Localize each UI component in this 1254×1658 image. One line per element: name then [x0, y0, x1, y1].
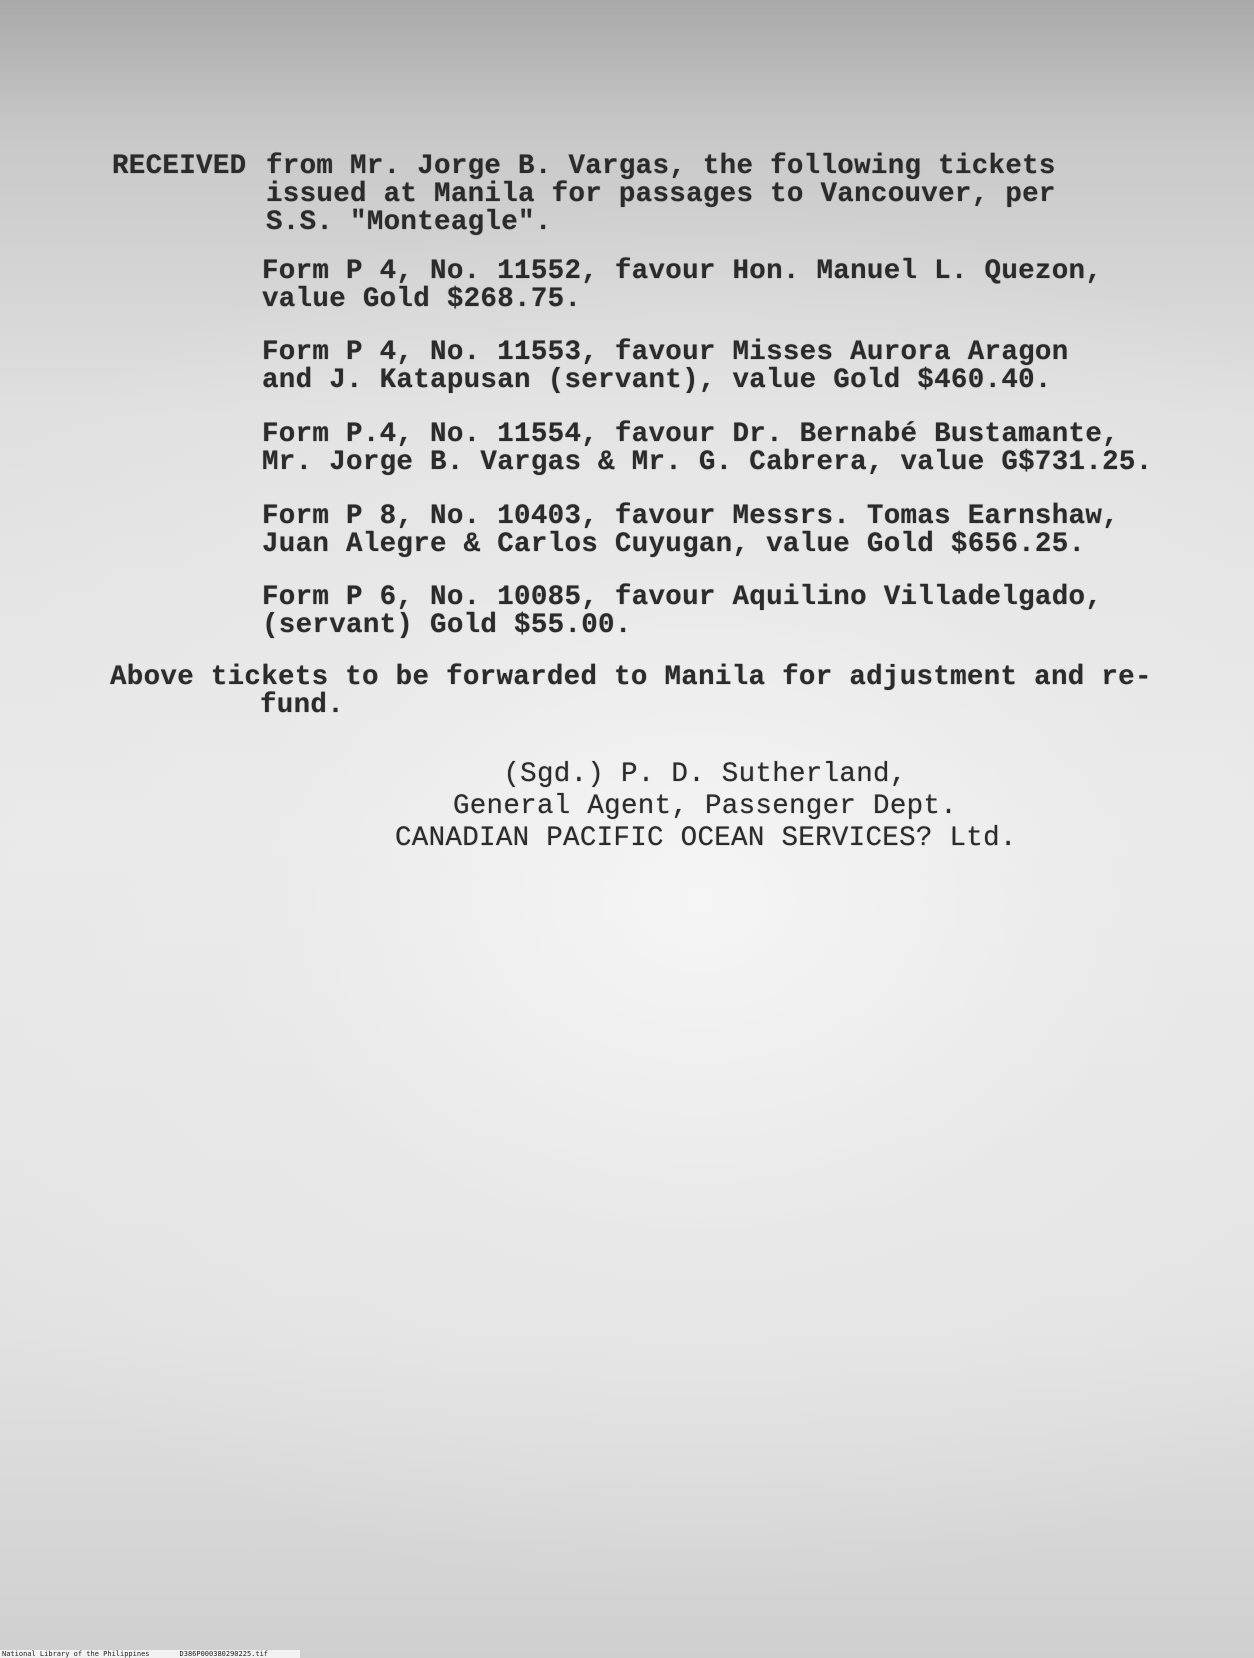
text-line: Form P 4, No. 11553, favour Misses Aurora Aragon [262, 337, 1069, 368]
library-name: National Library of the Philippines [2, 1650, 150, 1658]
signature-name: (Sgd.) P. D. Sutherland, [503, 759, 907, 790]
ticket-entry [262, 584, 1102, 640]
text-line: S.S. "Monteagle". [266, 207, 552, 238]
text-line: Mr. Jorge B. Vargas & Mr. G. Cabrera, value G$731.25. [262, 447, 1153, 478]
ticket-entry [262, 339, 1069, 395]
text-line: issued at Manila for passages to Vancouver, per [266, 179, 1056, 210]
scan-footer [0, 1650, 300, 1658]
text-line: Form P.4, No. 11554, favour Dr. Bernabé Bustamante, [262, 419, 1119, 450]
text-line: fund. [260, 690, 345, 721]
ticket-entry [262, 258, 1102, 314]
text-line: and J. Katapusan (servant), value Gold $460.40. [262, 365, 1052, 396]
text-line: Form P 4, No. 11552, favour Hon. Manuel L. Quezon, [262, 256, 1103, 287]
text-line: from Mr. Jorge B. Vargas, the following tickets [266, 151, 1056, 182]
text-line: Juan Alegre & Carlos Cuyugan, value Gold $656.25. [262, 529, 1086, 560]
text-line: Form P 6, No. 10085, favour Aquilino Villadelgado, [262, 582, 1103, 613]
signature-company: CANADIAN PACIFIC OCEAN SERVICES? Ltd. [395, 823, 1017, 854]
ticket-entry [262, 421, 1153, 477]
signature-block [395, 759, 1015, 855]
received-lead: RECEIVED [112, 151, 247, 182]
text-line: Above tickets to be forwarded to Manila for adjustment and re- [110, 662, 1152, 693]
signature-title: General Agent, Passenger Dept. [452, 791, 958, 822]
text-line: (servant) Gold $55.00. [262, 610, 632, 641]
closing-paragraph [110, 664, 1152, 720]
text-line: value Gold $268.75. [262, 284, 582, 315]
text-line: Form P 8, No. 10403, favour Messrs. Tomas Earnshaw, [262, 501, 1119, 532]
file-id: D386P000380290225.tif [179, 1650, 269, 1658]
received-paragraph [266, 153, 1056, 237]
ticket-entry [262, 503, 1119, 559]
